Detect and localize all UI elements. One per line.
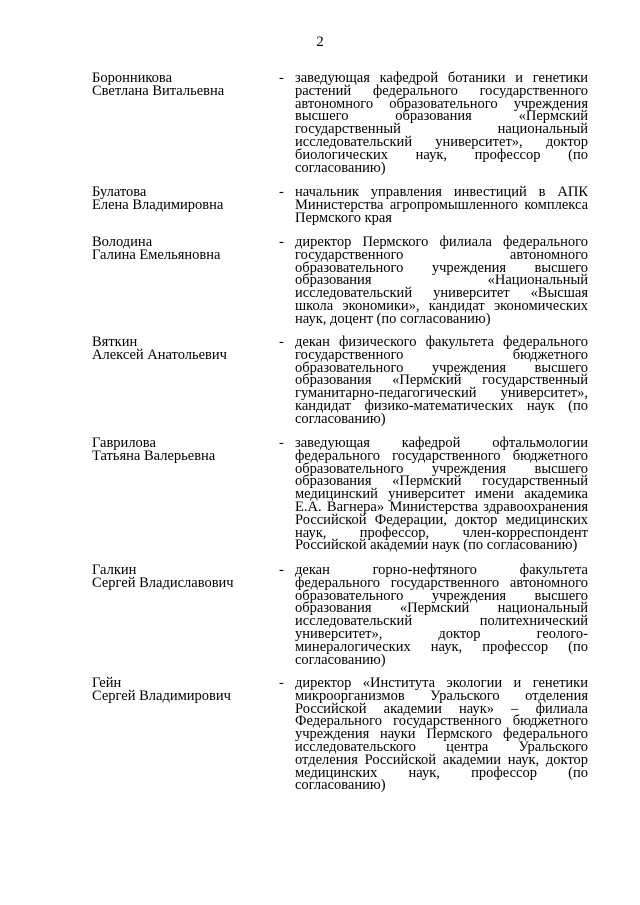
member-surname: Гаврилова [92,435,156,451]
dash-separator: - [279,435,284,451]
member-given-names: Елена Владимировна [92,196,224,213]
member-position: декан физического факультета федерального государственного бюджетного образовательного учреждения высшего образования «Пермский государственный гуманитарно-педагогический университет», кандидат физико-математических наук (по согласованию) [295,334,588,427]
member-surname: Булатова [92,184,147,200]
member-name [92,72,272,98]
dash-separator: - [279,675,284,691]
dash-separator: - [279,70,284,86]
member-position: директор Пермского филиала федерального государственного автономного образовательного учреждения высшего образования «Национальный исследовательский университет «Высшая школа экономики», кандидат экономических наук, доцент (по согласованию) [295,234,588,327]
member-name [92,236,272,262]
member-position: директор «Института экологии и генетики микроорганизмов Уральского отделения Российской академии наук» – филиала Федерального государственного бюджетного учреждения науки Пермского федерального исследовательского центра Уральского отделения Российской академии наук, доктор медицинских наук, профессор (по согласованию) [295,675,588,794]
member-name [92,336,272,362]
dash-separator: - [279,184,284,200]
member-given-names: Сергей Владимирович [92,687,231,704]
dash-separator: - [279,562,284,578]
member-surname: Галкин [92,562,137,578]
page-number: 2 [316,34,324,50]
member-position: заведующая кафедрой ботаники и генетики растений федерального государственного автономного образовательного учреждения высшего образования «Пермский государственный национальный исследовательский университет», доктор биологических наук, профессор (по согласованию) [295,70,588,176]
member-given-names: Сергей Владиславович [92,574,234,591]
member-position: заведующая кафедрой офтальмологии федерального государственного бюджетного образовательного учреждения высшего образования «Пермский государственный медицинский университет имени академика Е.А. Вагнера» Министерства здравоохранения Российской Федерации, доктор медицинских наук, профессор, член-корреспондент Российской академии наук (по согласованию) [295,435,588,554]
dash-separator: - [279,234,284,250]
member-position: начальник управления инвестиций в АПК Министерства агропромышленного комплекса Пермского края [295,184,588,226]
member-given-names: Галина Емельяновна [92,246,221,263]
member-surname: Вяткин [92,334,138,350]
member-given-names: Алексей Анатольевич [92,346,227,363]
member-name [92,677,272,703]
member-name [92,186,272,212]
member-name [92,437,272,463]
member-given-names: Светлана Витальевна [92,82,225,99]
member-surname: Володина [92,234,153,250]
dash-separator: - [279,334,284,350]
member-surname: Гейн [92,675,122,691]
member-name [92,564,272,590]
member-given-names: Татьяна Валерьевна [92,447,216,464]
member-surname: Боронникова [92,70,173,86]
member-position: декан горно-нефтяного факультета федерального государственного автономного образовательного учреждения высшего образования «Пермский национальный исследовательский политехнический университет», доктор геолого-минералогических наук, профессор (по согласованию) [295,562,588,668]
